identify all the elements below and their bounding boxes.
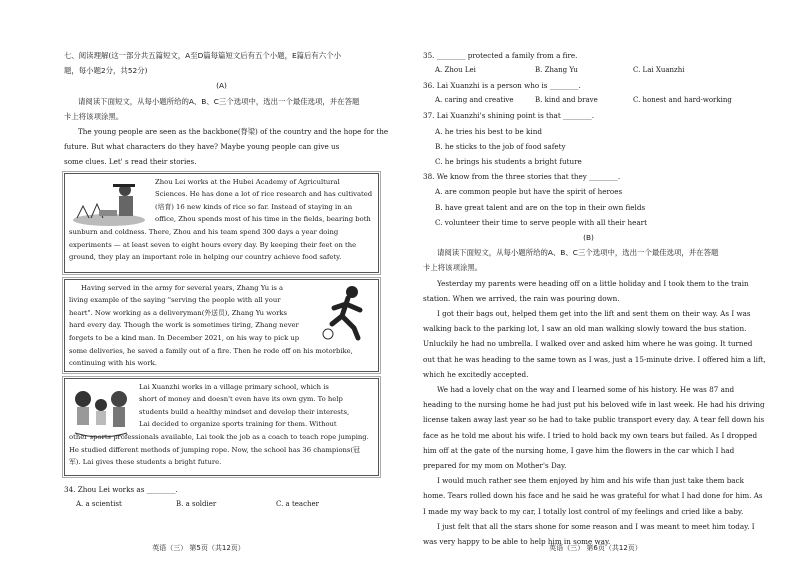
passage-line: him off at the gate of the nursing home, I gave him the flowers in the car which I had [423,445,735,455]
story-line: He studied different methods of jumping rope. Now, the school has 36 champions(冠 [69,445,360,454]
passage-line: I got their bags out, helped them get into the lift and sent them on their way. As I was [437,309,751,319]
passage-line: was very happy to be able to help him in some way. [423,537,611,547]
question-35: 35. ________ protected a family from a fire. [423,51,578,60]
question-36-options [423,93,754,108]
option-b[interactable]: B. kind and brave [535,96,598,105]
story-box-zhou-lei [64,173,379,273]
passage-line: out that he was heading to the same town as I was, just a 15-minute drive. I offered him a lift, [423,354,766,364]
option-a[interactable]: A. a scientist [76,499,122,508]
story-line: living example of the saying "serving the people with all your [69,296,281,305]
option-a[interactable]: A. he tries his best to be kind [435,126,542,136]
passage-line: prepared for my mom on Mother's Day. [423,461,567,471]
question-37: 37. Lai Xuanzhi's shining point is that ________. [423,111,595,121]
story-line: Zhou Lei works at the Hubei Academy of Agricultural [155,177,340,186]
passage-line: heading to the nursing home he had just put his beloved wife in last week. He had his driving [423,400,765,410]
passage-line: I made my way back to my car, I totally lost control of my feelings and cried like a baby. [423,506,744,516]
story-line: 军). Lai gives these students a bright future. [69,458,222,467]
story-line: forgets to be a kind man. In December 2021, on his way to pick up [69,334,300,342]
question-36: 36. Lai Xuanzhi is a person who is ________. [423,81,581,91]
passage-line: walking back to the parking lot, I saw an old man walking slowly toward the bus station. [423,324,747,334]
passage-line: station. When we arrived, the rain was pouring down. [423,293,620,303]
story-line: other sports professionals available, Lai took the job as a coach to teach rope jumping. [69,433,369,441]
story-line: continuing with his work. [69,359,157,368]
passage-line: face as he told me about his wife. I tried to hold back my own tears but failed. As I dropped [423,430,758,440]
story-line: Sciences. He has done a lot of rice research and has cultivated [155,190,373,199]
intro-line: some clues. Let' s read their stories. [64,157,197,167]
part-b-label: (B) [583,233,594,243]
story-line: (培育) 16 new kinds of rice so far. Instead of staying in an [155,202,353,211]
story-line: office, Zhou spends most of his time in the fields, bearing both [155,215,371,224]
option-c[interactable]: C. he brings his students a bright future [435,157,582,167]
story-box-zhang-yu [64,279,379,372]
story-line: Lai Xuanzhi works in a village primary school, which is [139,382,329,391]
option-c[interactable]: C. volunteer their time to serve people with all their heart [435,217,648,227]
story-line: students build a healthy mindset and develop their interests, [139,407,350,416]
story-line: Having served in the army for several years, Zhang Yu is a [81,283,284,292]
intro-line: future. But what characters do they have? Maybe young people can give us [64,142,340,152]
option-c[interactable]: C. Lai Xuanzhi [633,66,685,75]
story-line: some deliveries, he saved a family out of a fire. Then he rode off on his motorbike, [69,346,353,355]
page-footer-right: 英语（三） 第6页（共12页） [549,544,642,552]
option-a[interactable]: A. caring and creative [435,96,514,105]
question-34: 34. Zhou Lei works as ________. [64,484,178,494]
passage-line: Unluckily he had no umbrella. I walked over and asked him where he was going. It turned [423,339,753,349]
question-38: 38. We know from the three stories that they ________. [423,172,621,182]
passage-line: We had a lovely chat on the way and I learned some of his history. He was 87 and [437,385,735,395]
question-34-options [64,497,379,512]
option-b[interactable]: B. a soldier [176,499,217,508]
passage-line: Yesterday my parents were heading off on a little holiday and I took them to the train [437,278,749,288]
story-line: Lai decided to organize sports training for them. Without [139,420,337,429]
story-line: short of money and doesn't even have its own gym. To help [139,395,343,404]
right-page [397,0,794,561]
story-line: ground, they play an important role in helping our country achieve food safety. [69,253,342,262]
section-heading: 七、阅读理解(这一部分共五篇短文，A至D篇每篇短文后有五个小题，E篇后有六个小 [64,51,341,60]
option-a[interactable]: A. are common people but have the spirit of heroes [435,187,623,197]
passage-line: which he excitedly accepted. [423,369,529,379]
intro-line: The young people are seen as the backbone(脊梁) of the country and the hope for the [78,127,389,137]
option-b[interactable]: B. Zhang Yu [535,66,578,75]
option-a[interactable]: A. Zhou Lei [435,66,476,75]
part-a-label: (A) [216,81,227,91]
story-line: heart". Now working as a deliveryman(外送员), Zhang Yu works [69,308,287,317]
question-35-options [423,63,754,78]
passage-line: home. Tears rolled down his face and he said he was grateful for what I had done for him. As [423,491,763,501]
children-illustration [69,385,131,443]
option-b[interactable]: B. he sticks to the job of food safety [435,141,566,151]
instruction-b-1: 请阅读下面短文，从每小题所给的A、B、C三个选项中，选出一个最佳选项，并在答题 [437,248,719,258]
passage-line: I just felt that all the stars shone for some reason and I was meant to meet him today. I [437,521,755,531]
page-footer-left: 英语（三） 第5页（共12页） [152,544,245,552]
passage-line: license taken away last year so he had to take public transport every day. A tear fell down his [423,415,765,425]
option-c[interactable]: C. honest and hard-working [633,96,732,105]
deliveryman-illustration [318,284,374,342]
instruction-a-2: 卡上将该项涂黑。 [64,111,124,121]
farmer-illustration [69,180,147,228]
option-b[interactable]: B. have great talent and are on the top in their own fields [435,202,646,212]
instruction-a-1: 请阅读下面短文，从每小题所给的A、B、C三个选项中，选出一个最佳选项，并在答题 [78,96,360,106]
story-line: sunburn and coldness. There, Zhou and his team spend 300 days a year doing [69,228,339,236]
instruction-b-2: 卡上将该项涂黑。 [423,263,483,273]
passage-line: I would much rather see them enjoyed by him and his wife than just take them back [437,476,744,486]
story-line: experiments — at least seven to eight hours every day. By keeping their feet on the [69,240,357,249]
story-line: hard every day. Though the work is sometimes tiring, Zhang never [69,321,299,330]
section-heading-cont: 题，每小题2分，共52分) [64,66,148,76]
option-c[interactable]: C. a teacher [276,499,320,508]
story-box-lai-xuanzhi [64,378,379,476]
